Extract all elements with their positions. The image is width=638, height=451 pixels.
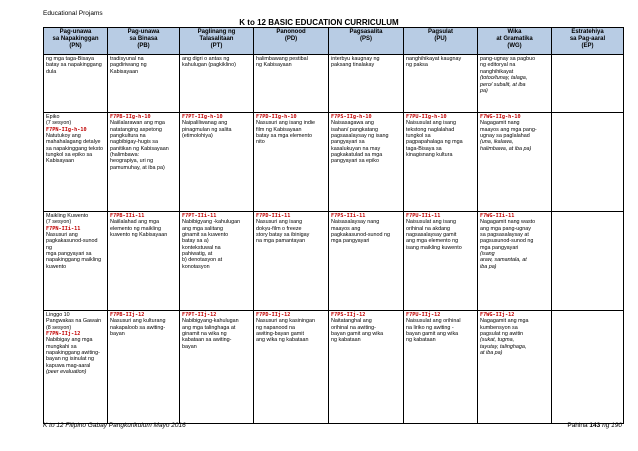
competency-code: F7PN-IIi-11 [46, 225, 81, 232]
cell-text: pagkakatulad sa mga [331, 152, 383, 158]
competency-code: F7PT-IIg-h-10 [182, 114, 223, 120]
cell-text: isang maikling kuwento [406, 244, 462, 251]
col-header-ps: Pagsasalita (PS) [329, 28, 404, 55]
cell-text: film ng Kabisayaan [256, 126, 302, 133]
competency-code: F7PU-IIi-11 [406, 213, 441, 219]
competency-code: F7PS-IIj-12 [331, 312, 366, 318]
table-cell [478, 113, 552, 212]
table-cell [180, 311, 254, 424]
cell-text: ginamit sa kuwento [182, 231, 229, 238]
table-cell [108, 55, 180, 113]
competency-code: F7PD-IIi-11 [256, 213, 291, 219]
cell-text: (7 sesyon) [46, 219, 72, 226]
col-header-pt: Paglinang ng Talasalitaan (PT) [180, 28, 254, 55]
cell-text: pagsulat ng awitin [480, 330, 524, 337]
cell-text: maayos ang mga pang- [480, 126, 537, 133]
table-cell [404, 311, 478, 424]
cell-text: bayan gamit ang wika [406, 330, 459, 337]
competency-code: F7PT-IIj-12 [182, 312, 217, 318]
cell-text: pagdiriwang ng [110, 62, 147, 69]
table-cell [108, 311, 180, 424]
competency-code: F7PS-IIi-11 [331, 213, 366, 219]
cell-text: ng mga taga-Bisaya [46, 56, 94, 62]
competency-code: F7PU-IIj-12 [406, 312, 441, 318]
cell-text: (halimbawa: [110, 152, 140, 158]
cell-text: ang mga pang-ugnay [480, 225, 531, 232]
cell-text: kuwento ng Kabisayaan [110, 231, 168, 238]
table-cell [478, 212, 552, 311]
table-cell [404, 212, 478, 311]
table-cell [404, 113, 478, 212]
table-cell [44, 55, 108, 113]
cell-text: maayos ang [331, 225, 361, 232]
cell-text: Naisusulat ang isang [406, 120, 457, 127]
table-cell [478, 311, 552, 424]
cell-text: pahiwatig, at [182, 251, 213, 257]
document-title: K to 12 BASIC EDUCATION CURRICULUM [239, 18, 399, 27]
cell-text: Nasusuri ang kulturang [110, 318, 166, 325]
cell-text: mga pangyayari [480, 244, 519, 251]
cell-text: konotasyon [182, 263, 210, 270]
cell-text: Nasusuri ang kasiningan [256, 318, 316, 325]
cell-text: Nagagamit nang [480, 120, 520, 127]
cell-text: Nagagamit nang wasto [480, 219, 536, 226]
cell-text: Naisusulat ang orihinal [406, 318, 461, 325]
cell-text: ng paksa [406, 62, 428, 69]
table-header-row [44, 28, 624, 55]
footer-page-number: Pahina 143 ng 190 [567, 422, 622, 429]
competency-code: F7PU-IIg-h-10 [406, 114, 447, 120]
header-small-title: Educational Projams [43, 10, 103, 17]
cell-text: pagsusunod-sunod ng [480, 238, 534, 245]
cell-text: Epiko [46, 114, 60, 120]
col-header-wg: Wika at Gramatika (WG) [478, 28, 552, 55]
cell-text: ugnay sa paglalahad [480, 132, 530, 139]
cell-text: Natutukoy ang [46, 132, 81, 139]
cell-text: ng napanood na [256, 324, 295, 331]
cell-text: natatanging aspetong [110, 126, 162, 133]
table-cell [329, 113, 404, 212]
cell-text: taga-Bisaya sa [406, 145, 442, 152]
cell-text: kabataan sa awiting- [182, 337, 232, 344]
footer-document-name: K to 12 Filipino Gabay Pangkurikulum Mayo 2016 [43, 422, 186, 429]
competency-code: F7PB-IIg-h-10 [110, 114, 151, 120]
cell-text: kumbensyon sa [480, 324, 518, 331]
cell-text: Linggo 10 [46, 312, 70, 318]
cell-text: nagbibigay-hugis sa [110, 139, 158, 146]
competency-code: F7PN-IIj-12 [46, 331, 81, 338]
cell-text: pagpapahalaga ng mga [406, 139, 463, 146]
table-cell [329, 55, 404, 113]
cell-text: na liriko ng awiting - [406, 324, 454, 331]
cell-text: kasalukuyan na may [331, 145, 381, 152]
table-cell [44, 113, 108, 212]
cell-text: nagsasalaysay gamit [406, 231, 457, 238]
cell-text: batay sa napakinggang [46, 62, 102, 69]
cell-text: ang wika ng kabataan [256, 337, 309, 344]
cell-text: Naisusulat ang isang [406, 219, 457, 226]
competency-code: F7PD-IIg-h-10 [256, 114, 297, 120]
cell-text: dokyu-film o freeze [256, 225, 302, 232]
cell-text: ginamit na wika ng [182, 330, 227, 337]
cell-text: nanghihikayat kaugnay [406, 56, 462, 62]
cell-italic-text: pero/ subalit, at iba [480, 81, 526, 88]
cell-text: Nasusuri ang [46, 231, 78, 238]
cell-text: mungkahi sa [46, 343, 77, 350]
col-header-pu: Pagsulat (PU) [404, 28, 478, 55]
cell-text: Naiilalahad ang mga [110, 219, 160, 226]
cell-text: Naitatanghal ang [331, 318, 372, 325]
table-cell [478, 55, 552, 113]
cell-text: pagkakasunod-sunod ng [331, 231, 391, 238]
col-header-pb: Pag-unawa sa Binasa (PB) [108, 28, 180, 55]
cell-text: Pangwakas na Gawain [46, 318, 102, 325]
cell-text: mga pangyayari [331, 238, 370, 245]
competency-code: F7PS-IIg-h-10 [331, 114, 372, 120]
cell-text: bayan gamit ang wika [331, 330, 384, 337]
col-header-pd: Panonood (PD) [254, 28, 329, 55]
table-cell [329, 311, 404, 424]
cell-italic-text: iba pa) [480, 263, 497, 270]
table-row [44, 113, 624, 212]
cell-italic-text: halimbawa, at iba pa) [480, 145, 532, 152]
cell-text: Nasusuri ang isang indie [256, 120, 316, 127]
cell-text: ang mga talinghaga at [182, 324, 236, 331]
cell-text: halimbawang pestibal [256, 56, 308, 62]
cell-text: orihinal na akdang [406, 225, 451, 232]
table-cell [180, 113, 254, 212]
cell-text: nito [256, 139, 265, 146]
cell-text: pang-ugnay sa pagbuo [480, 56, 536, 62]
col-header-pn: Pag-unawa sa Napakinggan (PN) [44, 28, 108, 55]
cell-text: na mga pamantayan [256, 238, 306, 245]
table-cell [329, 212, 404, 311]
cell-text: Naisasagawa ang [331, 120, 374, 127]
cell-text: Nasusuri ang isang [256, 219, 303, 226]
competency-code: F7PD-IIj-12 [256, 312, 291, 318]
cell-italic-text: (totoo/tunay, talaga, [480, 75, 528, 82]
cell-text: nanghihikayat [480, 68, 514, 75]
table-cell [404, 55, 478, 113]
cell-text: ang digri o antas ng [182, 56, 230, 62]
table-row [44, 212, 624, 311]
table-row [44, 311, 624, 424]
cell-text: batay sa mga elemento [256, 132, 313, 139]
competency-code: F7WG-IIi-11 [480, 213, 515, 219]
table-cell [108, 113, 180, 212]
table-cell [254, 113, 329, 212]
cell-text: isahan/ pangkatang [331, 126, 379, 133]
cell-text: (etimolohiya) [182, 132, 213, 139]
cell-text: kinagisnang kultura [406, 152, 453, 158]
cell-text: napakinggang awiting- [46, 350, 100, 356]
table-cell [552, 212, 624, 311]
cell-text: ng kabataan [331, 337, 361, 344]
competency-code: F7PN-IIg-h-10 [46, 126, 87, 133]
cell-text: panitikan ng Kabisayaan [110, 145, 169, 152]
table-cell [44, 212, 108, 311]
cell-text: napakinggang maikling [46, 257, 102, 264]
table-cell [552, 55, 624, 113]
cell-text: pinagmulan ng salita [182, 126, 232, 133]
cell-text: pagkakasunod-sunod ng [46, 238, 98, 251]
table-cell [180, 55, 254, 113]
cell-text: nakapaloob sa awiting- [110, 324, 166, 331]
cell-text: Maikling Kuwento [46, 213, 89, 219]
table-cell [108, 212, 180, 311]
competency-code: F7WG-IIj-12 [480, 312, 515, 318]
cell-text: interbyu kaugnay ng [331, 56, 380, 62]
cell-text: bayan [182, 343, 197, 350]
cell-text: Kabisayaan [46, 158, 75, 165]
cell-text: pagsasalaysay ng isang [331, 132, 389, 139]
curriculum-table [43, 27, 624, 424]
cell-italic-text: tayutay, talinghaga, [480, 343, 527, 350]
cell-italic-text: (una, ikalawa, [480, 139, 514, 146]
cell-text: pangkultura na [110, 132, 146, 139]
cell-text: ng kabataan [406, 337, 436, 344]
cell-text: b) denotasyon at [182, 257, 223, 264]
col-header-ep: Estratehiya sa Pag-aaral (EP) [552, 28, 624, 55]
table-row [44, 55, 624, 113]
cell-text: pangyayari sa epiko [331, 158, 379, 165]
cell-text: kuwento [46, 263, 67, 270]
table-cell [180, 212, 254, 311]
cell-text: ng editoryal na [480, 62, 516, 69]
cell-text: paksang tinalakay [331, 62, 375, 69]
cell-text: Naipaliliwanag ang [182, 120, 228, 127]
competency-code: F7WG-IIg-h-10 [480, 114, 521, 120]
cell-text: heograpiya, uri ng [110, 158, 154, 165]
cell-text: Nabibigay ang mga [46, 337, 93, 344]
cell-italic-text: (peer evaluation) [46, 369, 87, 376]
cell-text: (7 sesyon) [46, 120, 72, 127]
cell-text: batay sa a) [182, 238, 209, 245]
competency-code: F7PB-IIj-12 [110, 312, 145, 318]
cell-italic-text: (isang [480, 251, 495, 257]
table-cell [254, 55, 329, 113]
table-cell [254, 311, 329, 424]
cell-text: sa pagsasalaysay at [480, 231, 529, 238]
cell-text: pamumuhay, at iba pa) [110, 164, 165, 171]
cell-text: tekstong naglalahad [406, 126, 455, 133]
cell-text: Nagagamit ang mga [480, 318, 529, 325]
cell-text: mahahalagang detalye [46, 139, 101, 146]
cell-text: Nabibigyang -kahulugan [182, 219, 241, 226]
cell-text: bayan ng isinulat ng [46, 356, 94, 363]
cell-italic-text: (sukat, tugma, [480, 337, 515, 344]
cell-italic-text: pa) [480, 87, 488, 94]
cell-text: bayan [110, 330, 125, 337]
cell-text: ng Kabisayaan [256, 62, 292, 69]
cell-text: awiting-bayan gamit [256, 330, 304, 337]
competency-code: F7PB-IIi-11 [110, 213, 145, 219]
cell-text: kapuwa mag-aaral [46, 362, 91, 369]
competency-code: F7PT-IIi-11 [182, 213, 217, 219]
cell-text: ang mga elemento ng [406, 238, 459, 245]
cell-text: tradisyunal na [110, 56, 144, 62]
cell-text: Kabisayaan [110, 68, 139, 75]
cell-text: kahulugan (pagkiklino) [182, 62, 236, 69]
cell-text: orihinal na awiting- [331, 324, 376, 331]
cell-text: pangyayari sa [331, 139, 365, 146]
table-cell [44, 311, 108, 424]
cell-italic-text: araw, samantala, at [480, 257, 527, 264]
cell-text: ang mga salitang [182, 225, 224, 232]
cell-text: story batay sa ibinigay [256, 231, 310, 238]
table-cell [552, 113, 624, 212]
cell-text: Nabibigyang-kahulugan [182, 318, 239, 325]
cell-text: elemento ng maikling [110, 225, 161, 232]
table-cell [254, 212, 329, 311]
cell-text: Naisasalaysay nang [331, 219, 380, 226]
cell-text: tungkol sa [406, 132, 431, 139]
cell-text: tungkol sa epiko sa [46, 152, 93, 158]
cell-text: (8 sesyon) [46, 324, 72, 331]
cell-text: dula [46, 68, 57, 75]
cell-text: kontekstuwal na [182, 244, 221, 251]
cell-text: mga pangyayari sa [46, 251, 92, 257]
cell-text: sa napakinggang teksto [46, 145, 103, 152]
cell-text: Naiilalarawan ang mga [110, 120, 165, 127]
cell-italic-text: at iba pa) [480, 350, 503, 356]
table-cell [552, 311, 624, 424]
